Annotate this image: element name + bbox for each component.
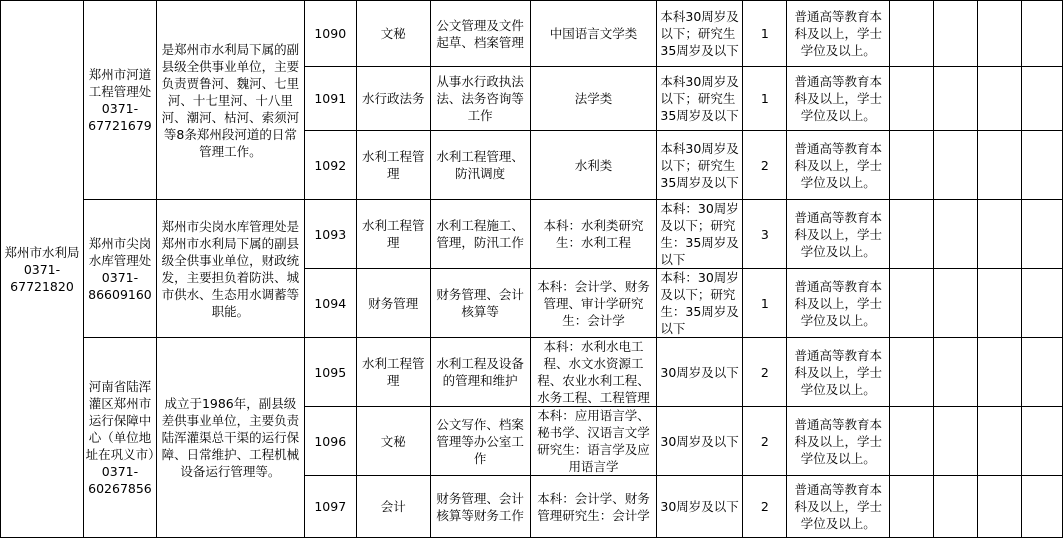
top-unit-name: 郑州市水利局 xyxy=(4,244,80,260)
duties-cell: 公文管理及文件起草、档案管理 xyxy=(430,1,530,67)
education-cell: 普通高等教育本科及以上，学士学位及以上。 xyxy=(787,131,890,200)
empty-cell xyxy=(1021,407,1062,476)
empty-cell xyxy=(1021,1,1062,67)
empty-cell xyxy=(1021,200,1062,269)
empty-cell xyxy=(1021,67,1062,131)
empty-cell xyxy=(890,269,934,338)
major-cell: 本科：水利类研究生：水利工程 xyxy=(530,200,657,269)
age-cell: 本科30周岁及以下；研究生35周岁及以下 xyxy=(657,131,743,200)
age-cell: 本科30周岁及以下；研究生35周岁及以下 xyxy=(657,67,743,131)
education-cell: 普通高等教育本科及以上，学士学位及以上。 xyxy=(787,200,890,269)
empty-cell xyxy=(1021,269,1062,338)
count-cell: 1 xyxy=(743,1,787,67)
major-cell: 法学类 xyxy=(530,67,657,131)
count-cell: 2 xyxy=(743,338,787,407)
position-name-cell: 水利工程管理 xyxy=(356,200,430,269)
major-cell: 水利类 xyxy=(530,131,657,200)
count-cell: 2 xyxy=(743,407,787,476)
duties-cell: 水利工程及设备的管理和维护 xyxy=(430,338,530,407)
count-cell: 2 xyxy=(743,476,787,538)
empty-cell xyxy=(890,476,934,538)
empty-cell xyxy=(978,131,1022,200)
top-unit-cell xyxy=(1,1,84,538)
unit-description-cell: 成立于1986年，副县级差供事业单位，主要负责陆浑灌渠总干渠的运行保障、日常维护、工程机械设备运行管理等。 xyxy=(156,338,304,538)
position-code-cell: 1095 xyxy=(304,338,356,407)
duties-cell: 水利工程管理、防汛调度 xyxy=(430,131,530,200)
empty-cell xyxy=(890,338,934,407)
major-cell: 本科：水利水电工程、水文水资源工程、农业水利工程、水务工程、工程管理 xyxy=(530,338,657,407)
empty-cell xyxy=(934,131,978,200)
education-cell: 普通高等教育本科及以上，学士学位及以上。 xyxy=(787,269,890,338)
age-cell: 30周岁及以下 xyxy=(657,338,743,407)
education-cell: 普通高等教育本科及以上，学士学位及以上。 xyxy=(787,476,890,538)
count-cell: 3 xyxy=(743,200,787,269)
empty-cell xyxy=(934,269,978,338)
empty-cell xyxy=(890,131,934,200)
position-name-cell: 文秘 xyxy=(356,407,430,476)
empty-cell xyxy=(978,1,1022,67)
position-name-cell: 水行政法务 xyxy=(356,67,430,131)
empty-cell xyxy=(934,407,978,476)
major-cell: 本科：应用语言学、秘书学、汉语言文学研究生：语言学及应用语言学 xyxy=(530,407,657,476)
empty-cell xyxy=(890,407,934,476)
age-cell: 本科30周岁及以下；研究生35周岁及以下 xyxy=(657,1,743,67)
major-cell: 本科：会计学、财务管理、审计学研究生：会计学 xyxy=(530,269,657,338)
unit-cell: 郑州市尖岗水库管理处0371-86609160 xyxy=(83,200,156,338)
duties-cell: 财务管理、会计核算等 xyxy=(430,269,530,338)
education-cell: 普通高等教育本科及以上，学士学位及以上。 xyxy=(787,407,890,476)
position-code-cell: 1093 xyxy=(304,200,356,269)
empty-cell xyxy=(890,67,934,131)
table-row xyxy=(1,338,1063,407)
unit-cell: 郑州市河道工程管理处0371-67721679 xyxy=(83,1,156,200)
education-cell: 普通高等教育本科及以上，学士学位及以上。 xyxy=(787,67,890,131)
education-cell: 普通高等教育本科及以上，学士学位及以上。 xyxy=(787,1,890,67)
empty-cell xyxy=(934,67,978,131)
empty-cell xyxy=(978,338,1022,407)
top-unit-phone: 0371-67721820 xyxy=(10,261,74,294)
position-name-cell: 财务管理 xyxy=(356,269,430,338)
empty-cell xyxy=(978,476,1022,538)
count-cell: 2 xyxy=(743,131,787,200)
position-code-cell: 1091 xyxy=(304,67,356,131)
position-code-cell: 1097 xyxy=(304,476,356,538)
empty-cell xyxy=(978,67,1022,131)
age-cell: 30周岁及以下 xyxy=(657,407,743,476)
age-cell: 30周岁及以下 xyxy=(657,476,743,538)
unit-description-cell: 是郑州市水利局下属的副县级全供事业单位，主要负责贾鲁河、魏河、七里河、十七里河、十八里河、潮河、枯河、索须河等8条郑州段河道的日常管理工作。 xyxy=(156,1,304,200)
unit-cell: 河南省陆浑灌区郑州市运行保障中心（单位地址在巩义市）0371-60267856 xyxy=(83,338,156,538)
empty-cell xyxy=(978,269,1022,338)
empty-cell xyxy=(978,200,1022,269)
empty-cell xyxy=(1021,338,1062,407)
empty-cell xyxy=(1021,476,1062,538)
duties-cell: 水利工程施工、管理，防汛工作 xyxy=(430,200,530,269)
table-row xyxy=(1,200,1063,269)
empty-cell xyxy=(934,338,978,407)
table-row xyxy=(1,1,1063,67)
duties-cell: 财务管理、会计核算等财务工作 xyxy=(430,476,530,538)
duties-cell: 从事水行政执法法、法务咨询等工作 xyxy=(430,67,530,131)
empty-cell xyxy=(978,407,1022,476)
position-name-cell: 水利工程管理 xyxy=(356,338,430,407)
age-cell: 本科：30周岁及以下；研究生：35周岁及以下 xyxy=(657,200,743,269)
empty-cell xyxy=(934,476,978,538)
position-code-cell: 1092 xyxy=(304,131,356,200)
unit-description-cell: 郑州市尖岗水库管理处是郑州市水利局下属的副县级全供事业单位，财政统发，主要担负着防洪、城市供水、生态用水调蓄等职能。 xyxy=(156,200,304,338)
education-cell: 普通高等教育本科及以上，学士学位及以上。 xyxy=(787,338,890,407)
count-cell: 1 xyxy=(743,269,787,338)
empty-cell xyxy=(934,1,978,67)
count-cell: 1 xyxy=(743,67,787,131)
empty-cell xyxy=(1021,131,1062,200)
duties-cell: 公文写作、档案管理等办公室工作 xyxy=(430,407,530,476)
position-code-cell: 1090 xyxy=(304,1,356,67)
empty-cell xyxy=(890,200,934,269)
age-cell: 本科：30周岁及以下；研究生：35周岁及以下 xyxy=(657,269,743,338)
empty-cell xyxy=(934,200,978,269)
empty-cell xyxy=(890,1,934,67)
position-code-cell: 1094 xyxy=(304,269,356,338)
position-name-cell: 水利工程管理 xyxy=(356,131,430,200)
position-code-cell: 1096 xyxy=(304,407,356,476)
position-name-cell: 会计 xyxy=(356,476,430,538)
major-cell: 本科：会计学、财务管理研究生：会计学 xyxy=(530,476,657,538)
major-cell: 中国语言文学类 xyxy=(530,1,657,67)
position-name-cell: 文秘 xyxy=(356,1,430,67)
